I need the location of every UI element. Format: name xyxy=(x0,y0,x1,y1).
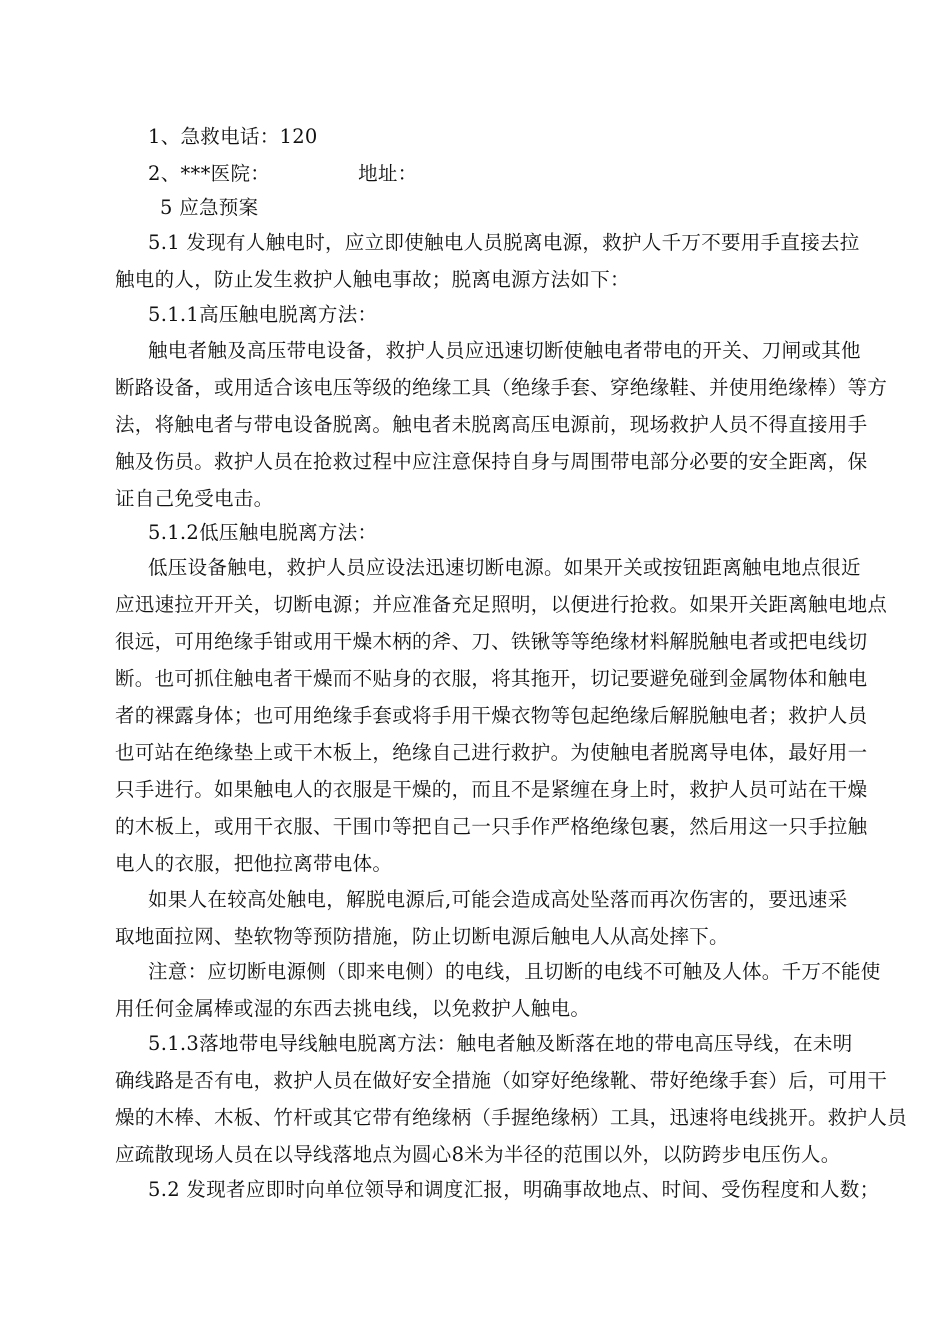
paragraph-line: 触及伤员。救护人员在抢救过程中应注意保持自身与周围带电部分必要的安全距离，保 xyxy=(115,450,868,473)
paragraph-line: 很远，可用绝缘手钳或用干燥木柄的斧、刀、铁锹等等绝缘材料解脱触电者或把电线切 xyxy=(115,630,868,653)
paragraph-line: 燥的木棒、木板、竹杆或其它带有绝缘柄（手握绝缘柄）工具，迅速将电线挑开。救护人员 xyxy=(115,1106,908,1129)
emergency-phone-line: 1、急救电话：120 xyxy=(148,125,318,148)
paragraph-line: 应迅速拉开开关，切断电源；并应准备充足照明，以便进行抢救。如果开关距离触电地点 xyxy=(115,593,888,616)
paragraph-line: 断路设备，或用适合该电压等级的绝缘工具（绝缘手套、穿绝缘鞋、并使用绝缘棒）等方 xyxy=(115,376,888,399)
paragraph-line: 取地面拉网、垫软物等预防措施，防止切断电源后触电人从高处摔下。 xyxy=(115,925,729,948)
paragraph-line: 确线路是否有电，救护人员在做好安全措施（如穿好绝缘靴、带好绝缘手套）后，可用干 xyxy=(115,1069,888,1092)
paragraph-line: 者的裸露身体；也可用绝缘手套或将手用干燥衣物等包起绝缘后解脱触电者；救护人员 xyxy=(115,704,868,727)
paragraph-line: 应疏散现场人员在以导线落地点为圆心8米为半径的范围以外，以防跨步电压伤人。 xyxy=(115,1143,841,1166)
paragraph-line: 也可站在绝缘垫上或干木板上，绝缘自己进行救护。为使触电者脱离导电体，最好用一 xyxy=(115,741,868,764)
paragraph-line: 的木板上，或用干衣服、干围巾等把自己一只手作严格绝缘包裹，然后用这一只手拉触 xyxy=(115,815,868,838)
subsection-heading: 5.1.1高压触电脱离方法： xyxy=(148,303,378,326)
subsection-heading: 5.1.2低压触电脱离方法： xyxy=(148,521,378,544)
paragraph-line: 5.1 发现有人触电时，应立即使触电人员脱离电源，救护人千万不要用手直接去拉 xyxy=(148,231,860,254)
paragraph-line: 低压设备触电，救护人员应设法迅速切断电源。如果开关或按钮距离触电地点很近 xyxy=(148,556,861,579)
section-heading: 5 应急预案 xyxy=(160,196,259,219)
paragraph-line: 证自己免受电击。 xyxy=(115,487,274,510)
paragraph-line: 5.2 发现者应即时向单位领导和调度汇报，明确事故地点、时间、受伤程度和人数； xyxy=(148,1178,880,1201)
address-label: 地址： xyxy=(358,162,418,185)
paragraph-line: 触电的人，防止发生救护人触电事故；脱离电源方法如下： xyxy=(115,268,630,291)
paragraph-line: 电人的衣服，把他拉离带电体。 xyxy=(115,852,393,875)
note-line: 注意：应切断电源侧（即来电侧）的电线，且切断的电线不可触及人体。千万不能使 xyxy=(148,960,881,983)
paragraph-line: 只手进行。如果触电人的衣服是干燥的，而且不是紧缠在身上时，救护人员可站在干燥 xyxy=(115,778,868,801)
hospital-label: 2、***医院： xyxy=(148,162,271,185)
paragraph-line: 断。也可抓住触电者干燥而不贴身的衣服，将其拖开，切记要避免碰到金属物体和触电 xyxy=(115,667,868,690)
paragraph-line: 5.1.3落地带电导线触电脱离方法：触电者触及断落在地的带电高压导线，在未明 xyxy=(148,1032,853,1055)
paragraph-line: 触电者触及高压带电设备，救护人员应迅速切断使触电者带电的开关、刀闸或其他 xyxy=(148,339,861,362)
paragraph-line: 法，将触电者与带电设备脱离。触电者未脱离高压电源前，现场救护人员不得直接用手 xyxy=(115,413,868,436)
note-line: 用任何金属棒或湿的东西去挑电线，以免救护人触电。 xyxy=(115,997,591,1020)
hospital-line xyxy=(148,162,417,186)
paragraph-line: 如果人在较高处触电，解脱电源后,可能会造成高处坠落而再次伤害的，要迅速采 xyxy=(148,888,848,911)
